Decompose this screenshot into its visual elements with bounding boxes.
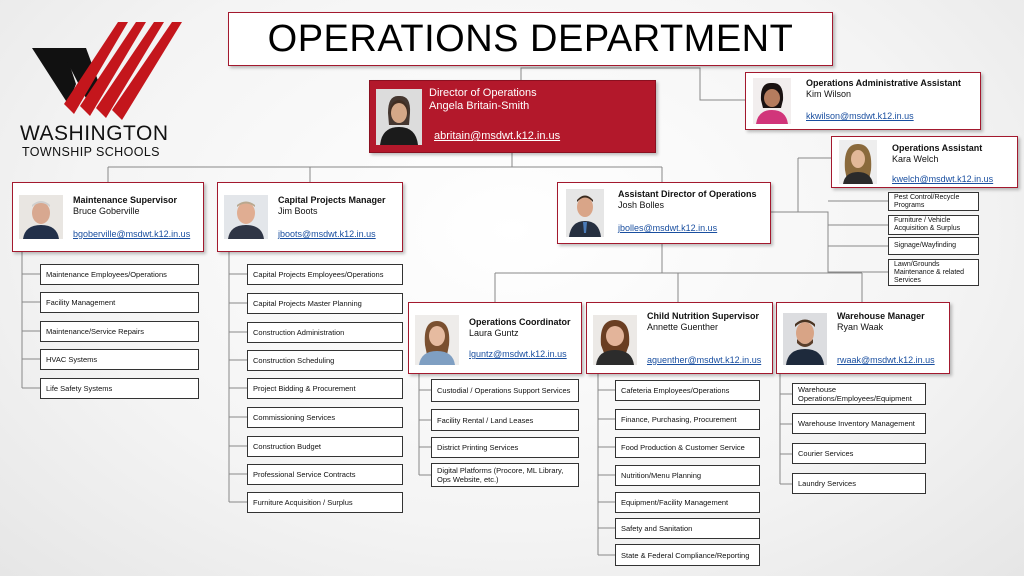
admin-assistant-photo	[753, 78, 791, 124]
child-nutrition-supervisor-email-link[interactable]: aguenther@msdwt.k12.in.us	[647, 355, 762, 365]
page-title: OPERATIONS DEPARTMENT	[267, 17, 794, 60]
assistant-director-task-item: Signage/Wayfinding	[888, 237, 979, 255]
child-nutrition-supervisor-photo	[593, 315, 637, 365]
admin-assistant-name: Kim Wilson	[806, 89, 852, 99]
nutrition-task-item: Cafeteria Employees/Operations	[615, 380, 760, 401]
assistant-director-task-item: Lawn/Grounds Maintenance & related Services	[888, 259, 979, 286]
capital-task-item: Furniture Acquisition / Surplus	[247, 492, 403, 513]
maintenance-task-item: Maintenance Employees/Operations	[40, 264, 199, 285]
assistant-director-name: Josh Bolles	[618, 200, 665, 210]
assistant-director-email-link[interactable]: jbolles@msdwt.k12.in.us	[618, 223, 718, 233]
child-nutrition-supervisor-name: Annette Guenther	[647, 322, 719, 332]
assistant-director-task-item: Pest Control/Recycle Programs	[888, 192, 979, 211]
capital-projects-manager-name: Jim Boots	[278, 206, 318, 216]
warehouse-manager-photo	[783, 313, 827, 365]
ops-assistant-card	[831, 136, 1018, 188]
maintenance-task-item: Facility Management	[40, 292, 199, 313]
director-name: Angela Britain-Smith	[429, 100, 530, 112]
assistant-director-task-item: Furniture / Vehicle Acquisition & Surplus	[888, 215, 979, 235]
admin-assistant-title: Operations Administrative Assistant	[806, 78, 961, 88]
warehouse-task-item: Warehouse Inventory Management	[792, 413, 926, 434]
coordinator-task-item: District Printing Services	[431, 437, 579, 458]
maintenance-task-item: Maintenance/Service Repairs	[40, 321, 199, 342]
nutrition-task-item: Finance, Purchasing, Procurement	[615, 409, 760, 430]
capital-projects-manager-card	[217, 182, 403, 252]
nutrition-task-item: Equipment/Facility Management	[615, 492, 760, 513]
assistant-director-photo	[566, 189, 604, 237]
nutrition-task-item: Food Production & Customer Service	[615, 437, 760, 458]
warehouse-task-item: Warehouse Operations/Employees/Equipment	[792, 383, 926, 405]
district-logo	[20, 14, 190, 159]
nutrition-task-item: State & Federal Compliance/Reporting	[615, 544, 760, 566]
coordinator-task-item: Digital Platforms (Procore, ML Library, Ops Website, etc.)	[431, 463, 579, 487]
admin-assistant-email-link[interactable]: kkwilson@msdwt.k12.in.us	[806, 111, 914, 121]
page-title-box	[228, 12, 833, 66]
capital-projects-manager-email-link[interactable]: jboots@msdwt.k12.in.us	[278, 229, 376, 239]
operations-coordinator-email-link[interactable]: lguntz@msdwt.k12.in.us	[469, 349, 567, 359]
warehouse-manager-card	[776, 302, 950, 374]
ops-assistant-title: Operations Assistant	[892, 143, 983, 153]
director-title: Director of Operations	[429, 87, 537, 99]
capital-task-item: Project Bidding & Procurement	[247, 378, 403, 399]
nutrition-task-item: Safety and Sanitation	[615, 518, 760, 539]
director-email-link[interactable]: abritain@msdwt.k12.in.us	[434, 130, 561, 142]
capital-task-item: Commissioning Services	[247, 407, 403, 428]
logo-text-washington: WASHINGTON	[20, 122, 169, 145]
maintenance-supervisor-card	[12, 182, 204, 252]
logo-mark-icon	[20, 14, 190, 122]
operations-coordinator-card	[408, 302, 582, 374]
warehouse-task-item: Laundry Services	[792, 473, 926, 494]
assistant-director-title: Assistant Director of Operations	[618, 189, 757, 199]
director-photo	[376, 89, 422, 145]
capital-task-item: Capital Projects Employees/Operations	[247, 264, 403, 285]
child-nutrition-supervisor-card	[586, 302, 773, 374]
capital-task-item: Construction Budget	[247, 436, 403, 457]
maintenance-supervisor-photo	[19, 195, 63, 239]
maintenance-task-item: HVAC Systems	[40, 349, 199, 370]
capital-task-item: Professional Service Contracts	[247, 464, 403, 485]
director-card	[369, 80, 656, 153]
ops-assistant-email-link[interactable]: kwelch@msdwt.k12.in.us	[892, 174, 994, 184]
maintenance-task-item: Life Safety Systems	[40, 378, 199, 399]
warehouse-manager-title: Warehouse Manager	[837, 311, 925, 321]
child-nutrition-supervisor-title: Child Nutrition Supervisor	[647, 311, 760, 321]
operations-coordinator-photo	[415, 315, 459, 365]
ops-assistant-name: Kara Welch	[892, 154, 939, 164]
logo-text-township-schools: TOWNSHIP SCHOOLS	[22, 145, 160, 159]
maintenance-supervisor-name: Bruce Goberville	[73, 206, 140, 216]
maintenance-supervisor-title: Maintenance Supervisor	[73, 195, 178, 205]
warehouse-manager-email-link[interactable]: rwaak@msdwt.k12.in.us	[837, 355, 935, 365]
capital-task-item: Capital Projects Master Planning	[247, 293, 403, 314]
capital-projects-manager-photo	[224, 195, 268, 239]
coordinator-task-item: Facility Rental / Land Leases	[431, 409, 579, 431]
operations-coordinator-name: Laura Guntz	[469, 328, 519, 338]
operations-coordinator-title: Operations Coordinator	[469, 317, 571, 327]
capital-projects-manager-title: Capital Projects Manager	[278, 195, 386, 205]
assistant-director-card	[557, 182, 771, 244]
capital-task-item: Construction Scheduling	[247, 350, 403, 371]
capital-task-item: Construction Administration	[247, 322, 403, 343]
admin-assistant-card	[745, 72, 981, 130]
warehouse-manager-name: Ryan Waak	[837, 322, 884, 332]
maintenance-supervisor-email-link[interactable]: bgoberville@msdwt.k12.in.us	[73, 229, 191, 239]
warehouse-task-item: Courier Services	[792, 443, 926, 464]
ops-assistant-photo	[839, 140, 877, 184]
coordinator-task-item: Custodial / Operations Support Services	[431, 379, 579, 402]
nutrition-task-item: Nutrition/Menu Planning	[615, 465, 760, 486]
